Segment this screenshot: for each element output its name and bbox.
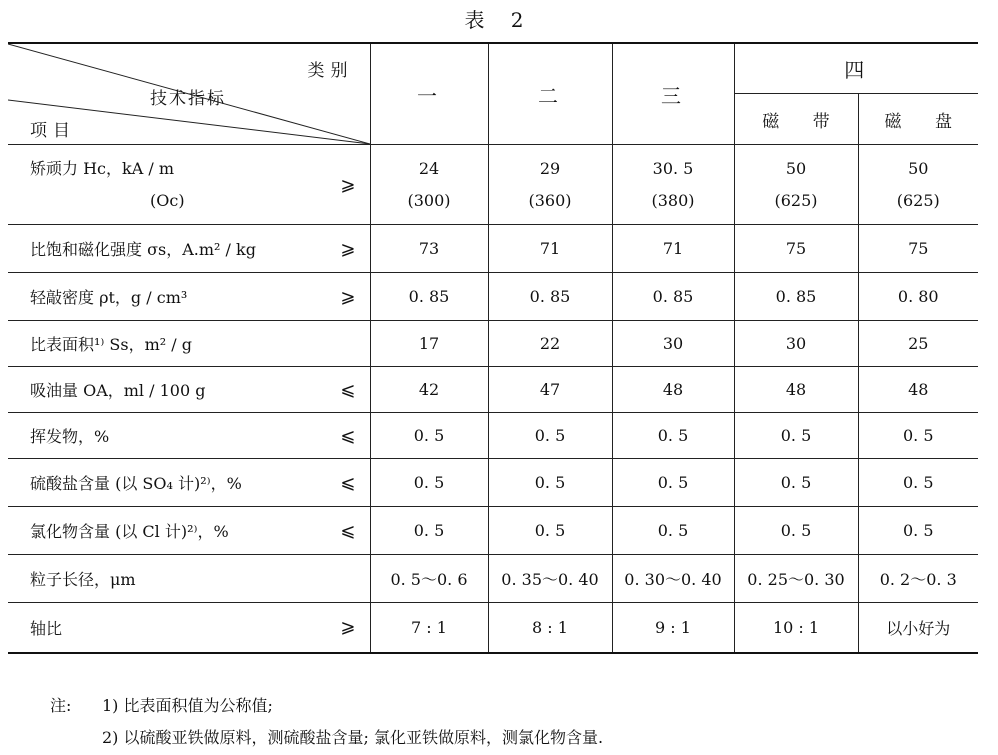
sub-col-header-tape: 磁 带 (734, 94, 858, 145)
table-cell: 9 : 1 (612, 603, 734, 653)
table-cell: 0. 85 (734, 273, 858, 321)
row-label: 比饱和磁化强度 σs，A.m² / kg ⩾ (8, 225, 370, 273)
header-row-1 (8, 43, 978, 94)
note-2: 2) 以硫酸亚铁做原料，测硫酸盐含量; 氯化亚铁做原料，测氯化物含量. (102, 728, 604, 747)
table-cell: 0. 85 (488, 273, 612, 321)
row-label: 比表面积¹⁾ Ss，m² / g (8, 321, 370, 367)
relation-symbol: ⩽ (340, 379, 356, 400)
table-cell: 0. 5 (734, 459, 858, 507)
table-cell: 0. 5 (370, 459, 488, 507)
relation-symbol: ⩽ (340, 425, 356, 446)
row-label: 粒子长径，μm (8, 555, 370, 603)
table-cell: 48 (734, 367, 858, 413)
table-row (8, 225, 978, 273)
relation-symbol: ⩽ (340, 472, 356, 493)
table-cell: 0. 5 (858, 507, 978, 555)
table-cell: 24 (300) (370, 145, 488, 225)
table-cell: 29 (360) (488, 145, 612, 225)
table-row (8, 145, 978, 225)
table-cell: 以小好为 (858, 603, 978, 653)
relation-symbol: ⩽ (340, 520, 356, 541)
row-label: 硫酸盐含量 (以 SO₄ 计)²⁾，% ⩽ (8, 459, 370, 507)
table-cell: 73 (370, 225, 488, 273)
table-cell: 10 : 1 (734, 603, 858, 653)
table-row (8, 273, 978, 321)
table-cell: 0. 5 (734, 507, 858, 555)
table-row (8, 459, 978, 507)
table-row (8, 321, 978, 367)
row-label: 矫顽力 Hc，kA / m (Oc) ⩾ (8, 145, 370, 225)
table-cell: 71 (612, 225, 734, 273)
table-cell: 48 (612, 367, 734, 413)
table-cell: 0. 5 (734, 413, 858, 459)
note-1: 注: 1) 比表面积值为公称值; (50, 696, 273, 715)
header-diagonal-cell (8, 43, 370, 145)
table-row (8, 507, 978, 555)
table-cell: 0. 5 (612, 413, 734, 459)
col-header-1: 一 (370, 43, 488, 145)
table-cell: 0. 5 (858, 459, 978, 507)
table-cell: 0. 5～0. 6 (370, 555, 488, 603)
table-cell: 0. 5 (858, 413, 978, 459)
table-cell: 0. 5 (488, 413, 612, 459)
table-cell: 0. 85 (370, 273, 488, 321)
table-cell: 0. 5 (488, 507, 612, 555)
header-item-label: 项目 (30, 121, 76, 141)
table-row (8, 367, 978, 413)
table-cell: 0. 80 (858, 273, 978, 321)
table-cell: 0. 2～0. 3 (858, 555, 978, 603)
col-header-3: 三 (612, 43, 734, 145)
header-tech-label: 技术指标 (150, 89, 226, 109)
table-caption: 表 2 (464, 8, 534, 32)
table-cell: 0. 25～0. 30 (734, 555, 858, 603)
table-cell: 30 (734, 321, 858, 367)
table-cell: 30. 5 (380) (612, 145, 734, 225)
table-cell: 0. 5 (370, 507, 488, 555)
table-row (8, 413, 978, 459)
table-cell: 25 (858, 321, 978, 367)
table-cell: 75 (734, 225, 858, 273)
row-label: 氯化物含量 (以 Cl 计)²⁾，% ⩽ (8, 507, 370, 555)
table-cell: 50 (625) (734, 145, 858, 225)
table-cell: 0. 30～0. 40 (612, 555, 734, 603)
sub-col-header-disk: 磁 盘 (858, 94, 978, 145)
table-row (8, 555, 978, 603)
row-label: 挥发物，% ⩽ (8, 413, 370, 459)
col-header-2: 二 (488, 43, 612, 145)
table-cell: 71 (488, 225, 612, 273)
relation-symbol: ⩾ (340, 286, 356, 307)
table-row (8, 603, 978, 653)
header-category-label: 类别 (307, 61, 354, 81)
table-cell: 50 (625) (858, 145, 978, 225)
table-cell: 0. 85 (612, 273, 734, 321)
table-cell: 0. 35～0. 40 (488, 555, 612, 603)
col-header-4: 四 (734, 43, 978, 94)
row-label: 轻敲密度 ρt，g / cm³ ⩾ (8, 273, 370, 321)
table-cell: 47 (488, 367, 612, 413)
row-label: 吸油量 OA，ml / 100 g ⩽ (8, 367, 370, 413)
table-cell: 0. 5 (488, 459, 612, 507)
relation-symbol: ⩾ (340, 616, 356, 638)
spec-table (8, 42, 978, 654)
table-cell: 22 (488, 321, 612, 367)
table-cell: 17 (370, 321, 488, 367)
table-cell: 48 (858, 367, 978, 413)
relation-symbol: ⩾ (340, 238, 356, 259)
table-cell: 42 (370, 367, 488, 413)
table-notes (50, 690, 603, 754)
table-cell: 0. 5 (370, 413, 488, 459)
table-cell: 8 : 1 (488, 603, 612, 653)
relation-symbol: ⩾ (340, 174, 356, 195)
row-label: 轴比 ⩾ (8, 603, 370, 653)
table-cell: 0. 5 (612, 507, 734, 555)
table-cell: 7 : 1 (370, 603, 488, 653)
table-cell: 30 (612, 321, 734, 367)
table-cell: 75 (858, 225, 978, 273)
table-cell: 0. 5 (612, 459, 734, 507)
